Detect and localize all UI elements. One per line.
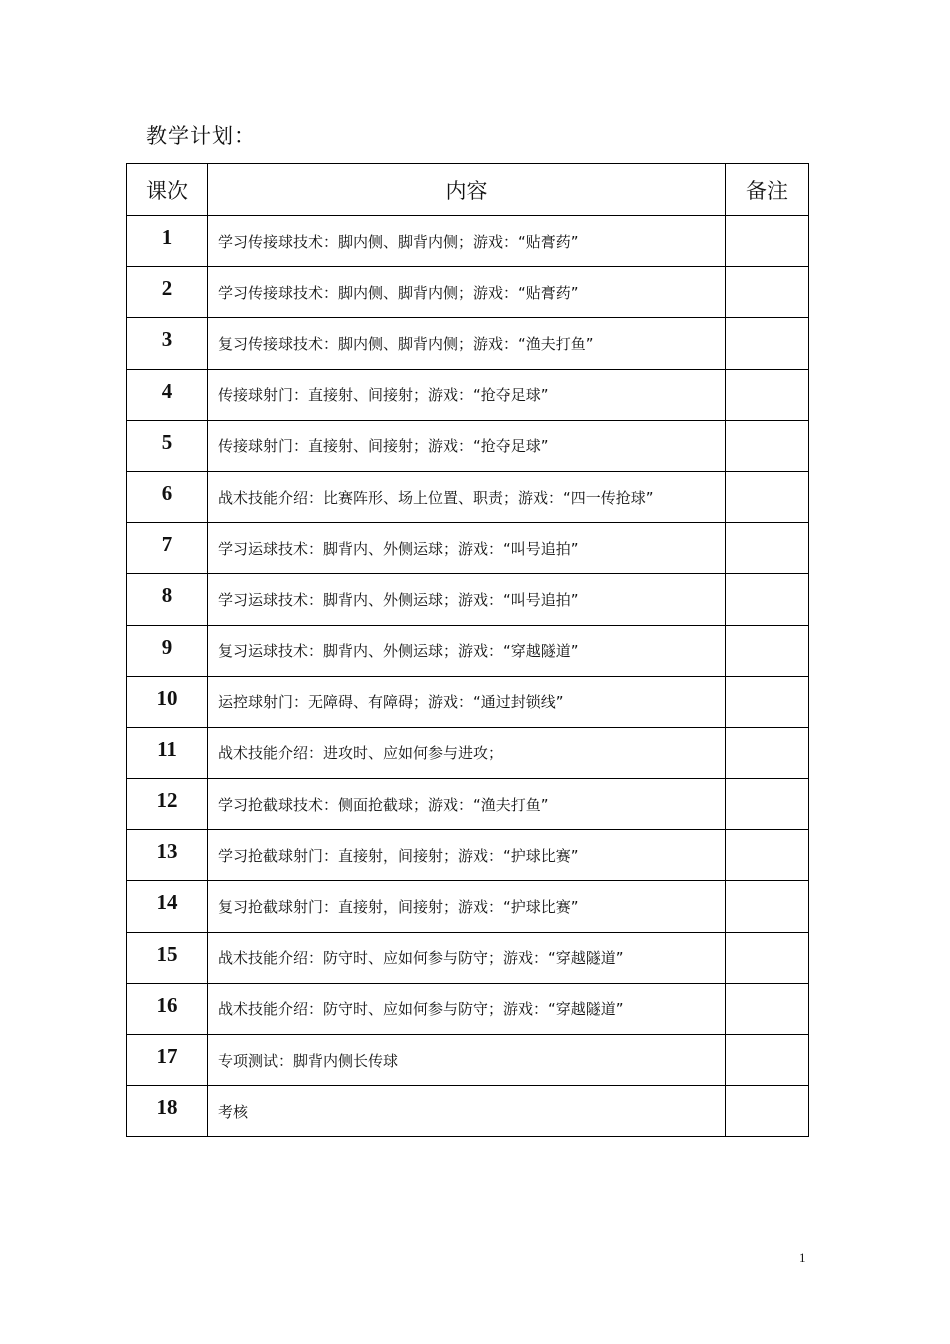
header-row [127, 164, 809, 216]
session-note [726, 779, 809, 830]
table-row [127, 625, 809, 676]
session-note [726, 369, 809, 420]
session-number: 5 [127, 420, 208, 471]
table-row [127, 881, 809, 932]
table-row [127, 676, 809, 727]
session-content: 考核 [208, 1086, 726, 1137]
session-note [726, 830, 809, 881]
session-number: 3 [127, 318, 208, 369]
session-number: 9 [127, 625, 208, 676]
session-content: 战术技能介绍：进攻时、应如何参与进攻； [208, 727, 726, 778]
session-number: 14 [127, 881, 208, 932]
page-title: 教学计划： [146, 124, 256, 148]
table-row [127, 983, 809, 1034]
session-note [726, 420, 809, 471]
session-content: 学习抢截球射门：直接射，间接射；游戏：“护球比赛” [208, 830, 726, 881]
session-number: 7 [127, 523, 208, 574]
table-row [127, 779, 809, 830]
session-note [726, 574, 809, 625]
session-note [726, 1086, 809, 1137]
session-note [726, 727, 809, 778]
session-note [726, 267, 809, 318]
session-number: 10 [127, 676, 208, 727]
table-row [127, 1035, 809, 1086]
session-content: 学习运球技术：脚背内、外侧运球；游戏：“叫号追拍” [208, 523, 726, 574]
session-content: 战术技能介绍：防守时、应如何参与防守；游戏：“穿越隧道” [208, 983, 726, 1034]
table-row [127, 932, 809, 983]
table-row [127, 523, 809, 574]
session-number: 15 [127, 932, 208, 983]
session-content: 专项测试：脚背内侧长传球 [208, 1035, 726, 1086]
session-content: 学习传接球技术：脚内侧、脚背内侧；游戏：“贴膏药” [208, 216, 726, 267]
session-number: 18 [127, 1086, 208, 1137]
session-note [726, 1035, 809, 1086]
session-content: 战术技能介绍：比赛阵形、场上位置、职责；游戏：“四一传抢球” [208, 471, 726, 522]
table-row [127, 727, 809, 778]
header-session: 课次 [127, 164, 208, 216]
table-row [127, 267, 809, 318]
page-number: 1 [799, 1250, 806, 1265]
header-note: 备注 [726, 164, 809, 216]
session-note [726, 318, 809, 369]
session-number: 17 [127, 1035, 208, 1086]
table-row [127, 830, 809, 881]
session-note [726, 216, 809, 267]
table-row [127, 471, 809, 522]
session-note [726, 625, 809, 676]
table-row [127, 318, 809, 369]
session-number: 11 [127, 727, 208, 778]
table-row [127, 420, 809, 471]
session-content: 学习运球技术：脚背内、外侧运球；游戏：“叫号追拍” [208, 574, 726, 625]
session-content: 传接球射门：直接射、间接射；游戏：“抢夺足球” [208, 369, 726, 420]
session-note [726, 881, 809, 932]
session-note [726, 676, 809, 727]
session-content: 复习传接球技术：脚内侧、脚背内侧；游戏：“渔夫打鱼” [208, 318, 726, 369]
table-header [127, 164, 809, 216]
session-number: 13 [127, 830, 208, 881]
header-content: 内容 [208, 164, 726, 216]
teaching-plan-table [126, 163, 809, 1137]
session-number: 12 [127, 779, 208, 830]
session-content: 学习传接球技术：脚内侧、脚背内侧；游戏：“贴膏药” [208, 267, 726, 318]
session-content: 运控球射门：无障碍、有障碍；游戏：“通过封锁线” [208, 676, 726, 727]
session-content: 复习抢截球射门：直接射，间接射；游戏：“护球比赛” [208, 881, 726, 932]
session-note [726, 471, 809, 522]
session-number: 2 [127, 267, 208, 318]
session-note [726, 932, 809, 983]
session-number: 4 [127, 369, 208, 420]
table-row [127, 1086, 809, 1137]
session-note [726, 983, 809, 1034]
session-number: 16 [127, 983, 208, 1034]
session-number: 6 [127, 471, 208, 522]
table-row [127, 216, 809, 267]
session-number: 1 [127, 216, 208, 267]
session-note [726, 523, 809, 574]
session-content: 传接球射门：直接射、间接射；游戏：“抢夺足球” [208, 420, 726, 471]
table-row [127, 369, 809, 420]
table-row [127, 574, 809, 625]
table-body [127, 216, 809, 1137]
session-content: 复习运球技术：脚背内、外侧运球；游戏：“穿越隧道” [208, 625, 726, 676]
session-number: 8 [127, 574, 208, 625]
session-content: 学习抢截球技术：侧面抢截球；游戏：“渔夫打鱼” [208, 779, 726, 830]
session-content: 战术技能介绍：防守时、应如何参与防守；游戏：“穿越隧道” [208, 932, 726, 983]
